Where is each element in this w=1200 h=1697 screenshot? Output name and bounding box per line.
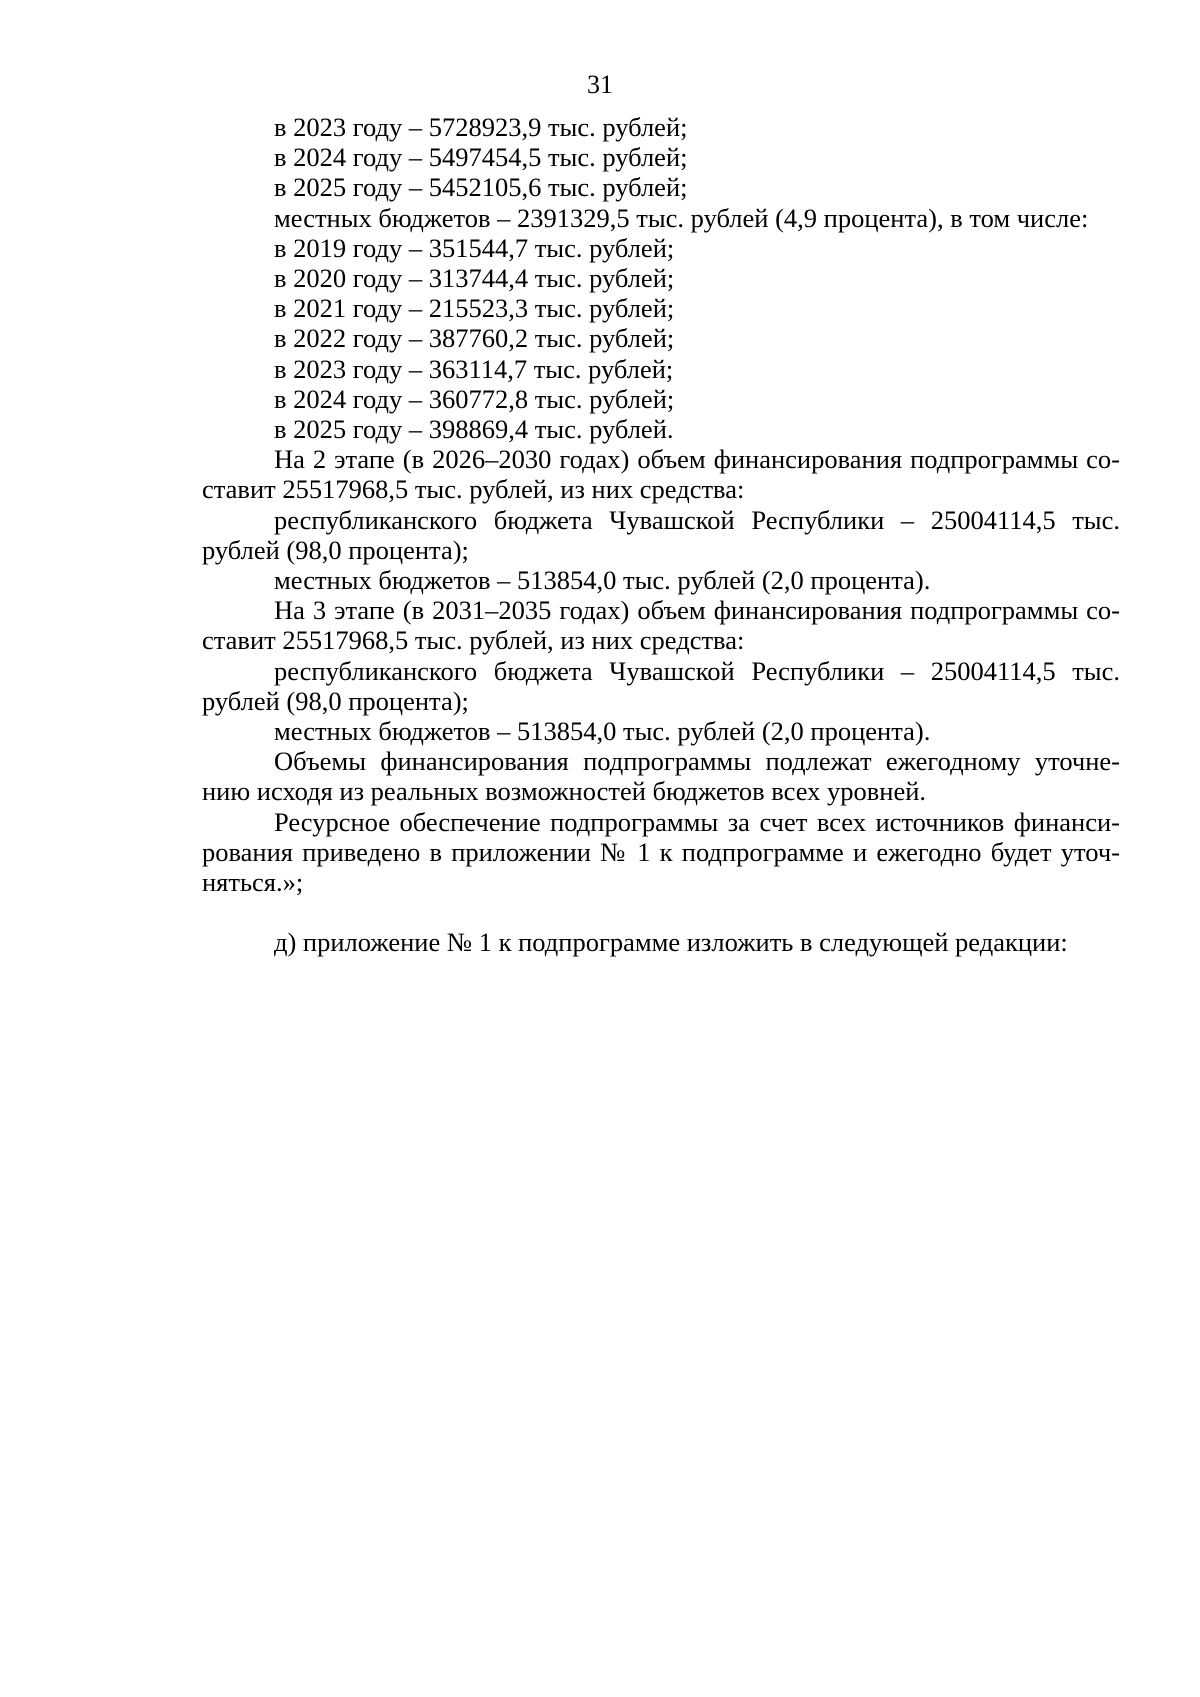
paragraph: На 3 этапе (в 2031–2035 годах) объем финансирования подпрограммы составит 25517968,5 тыс. рублей, из них средства: [202, 595, 1120, 656]
paragraph: республиканского бюджета Чувашской Республики – 25004114,5 тыс. рублей (98,0 процента); [202, 655, 1120, 716]
paragraph: местных бюджетов – 513854,0 тыс. рублей (2,0 процента). [274, 565, 931, 596]
paragraph: республиканского бюджета Чувашской Республики – 25004114,5 тыс. рублей (98,0 процента); [202, 504, 1120, 565]
paragraph: Объемы финансирования подпрограммы подлежат ежегодному уточнению исходя из реальных возможностей бюджетов всех уровней. [202, 746, 1120, 807]
paragraph-gap [202, 897, 1120, 927]
paragraph: На 2 этапе (в 2026–2030 годах) объем финансирования подпрограммы составит 25517968,5 тыс. рублей, из них средства: [202, 444, 1120, 505]
paragraph: в 2020 году – 313744,4 тыс. рублей; [274, 263, 675, 294]
paragraph: местных бюджетов – 2391329,5 тыс. рублей (4,9 процента), в том числе: [274, 202, 1089, 233]
paragraph: в 2023 году – 363114,7 тыс. рублей; [274, 353, 674, 384]
paragraph: в 2021 году – 215523,3 тыс. рублей; [274, 293, 675, 324]
page-number: 31 [587, 70, 613, 99]
paragraph: в 2023 году – 5728923,9 тыс. рублей; [274, 112, 688, 142]
paragraph: Ресурсное обеспечение подпрограммы за счет всех источников финансирования приведено в приложении № 1 к подпрограмме и ежегодно будет уточняться.»; [202, 806, 1120, 898]
paragraph: в 2024 году – 360772,8 тыс. рублей; [274, 383, 675, 414]
paragraph: местных бюджетов – 513854,0 тыс. рублей (2,0 процента). [274, 716, 931, 747]
paragraph: в 2025 году – 5452105,6 тыс. рублей; [274, 172, 688, 203]
paragraph: в 2019 году – 351544,7 тыс. рублей; [274, 232, 675, 263]
paragraph: в 2022 году – 387760,2 тыс. рублей; [274, 323, 675, 354]
document-body [202, 112, 1120, 957]
final-paragraph: д) приложение № 1 к подпрограмме изложить в следующей редакции: [274, 927, 1068, 958]
paragraph: в 2024 году – 5497454,5 тыс. рублей; [274, 142, 688, 173]
paragraph: в 2025 году – 398869,4 тыс. рублей. [274, 414, 674, 445]
